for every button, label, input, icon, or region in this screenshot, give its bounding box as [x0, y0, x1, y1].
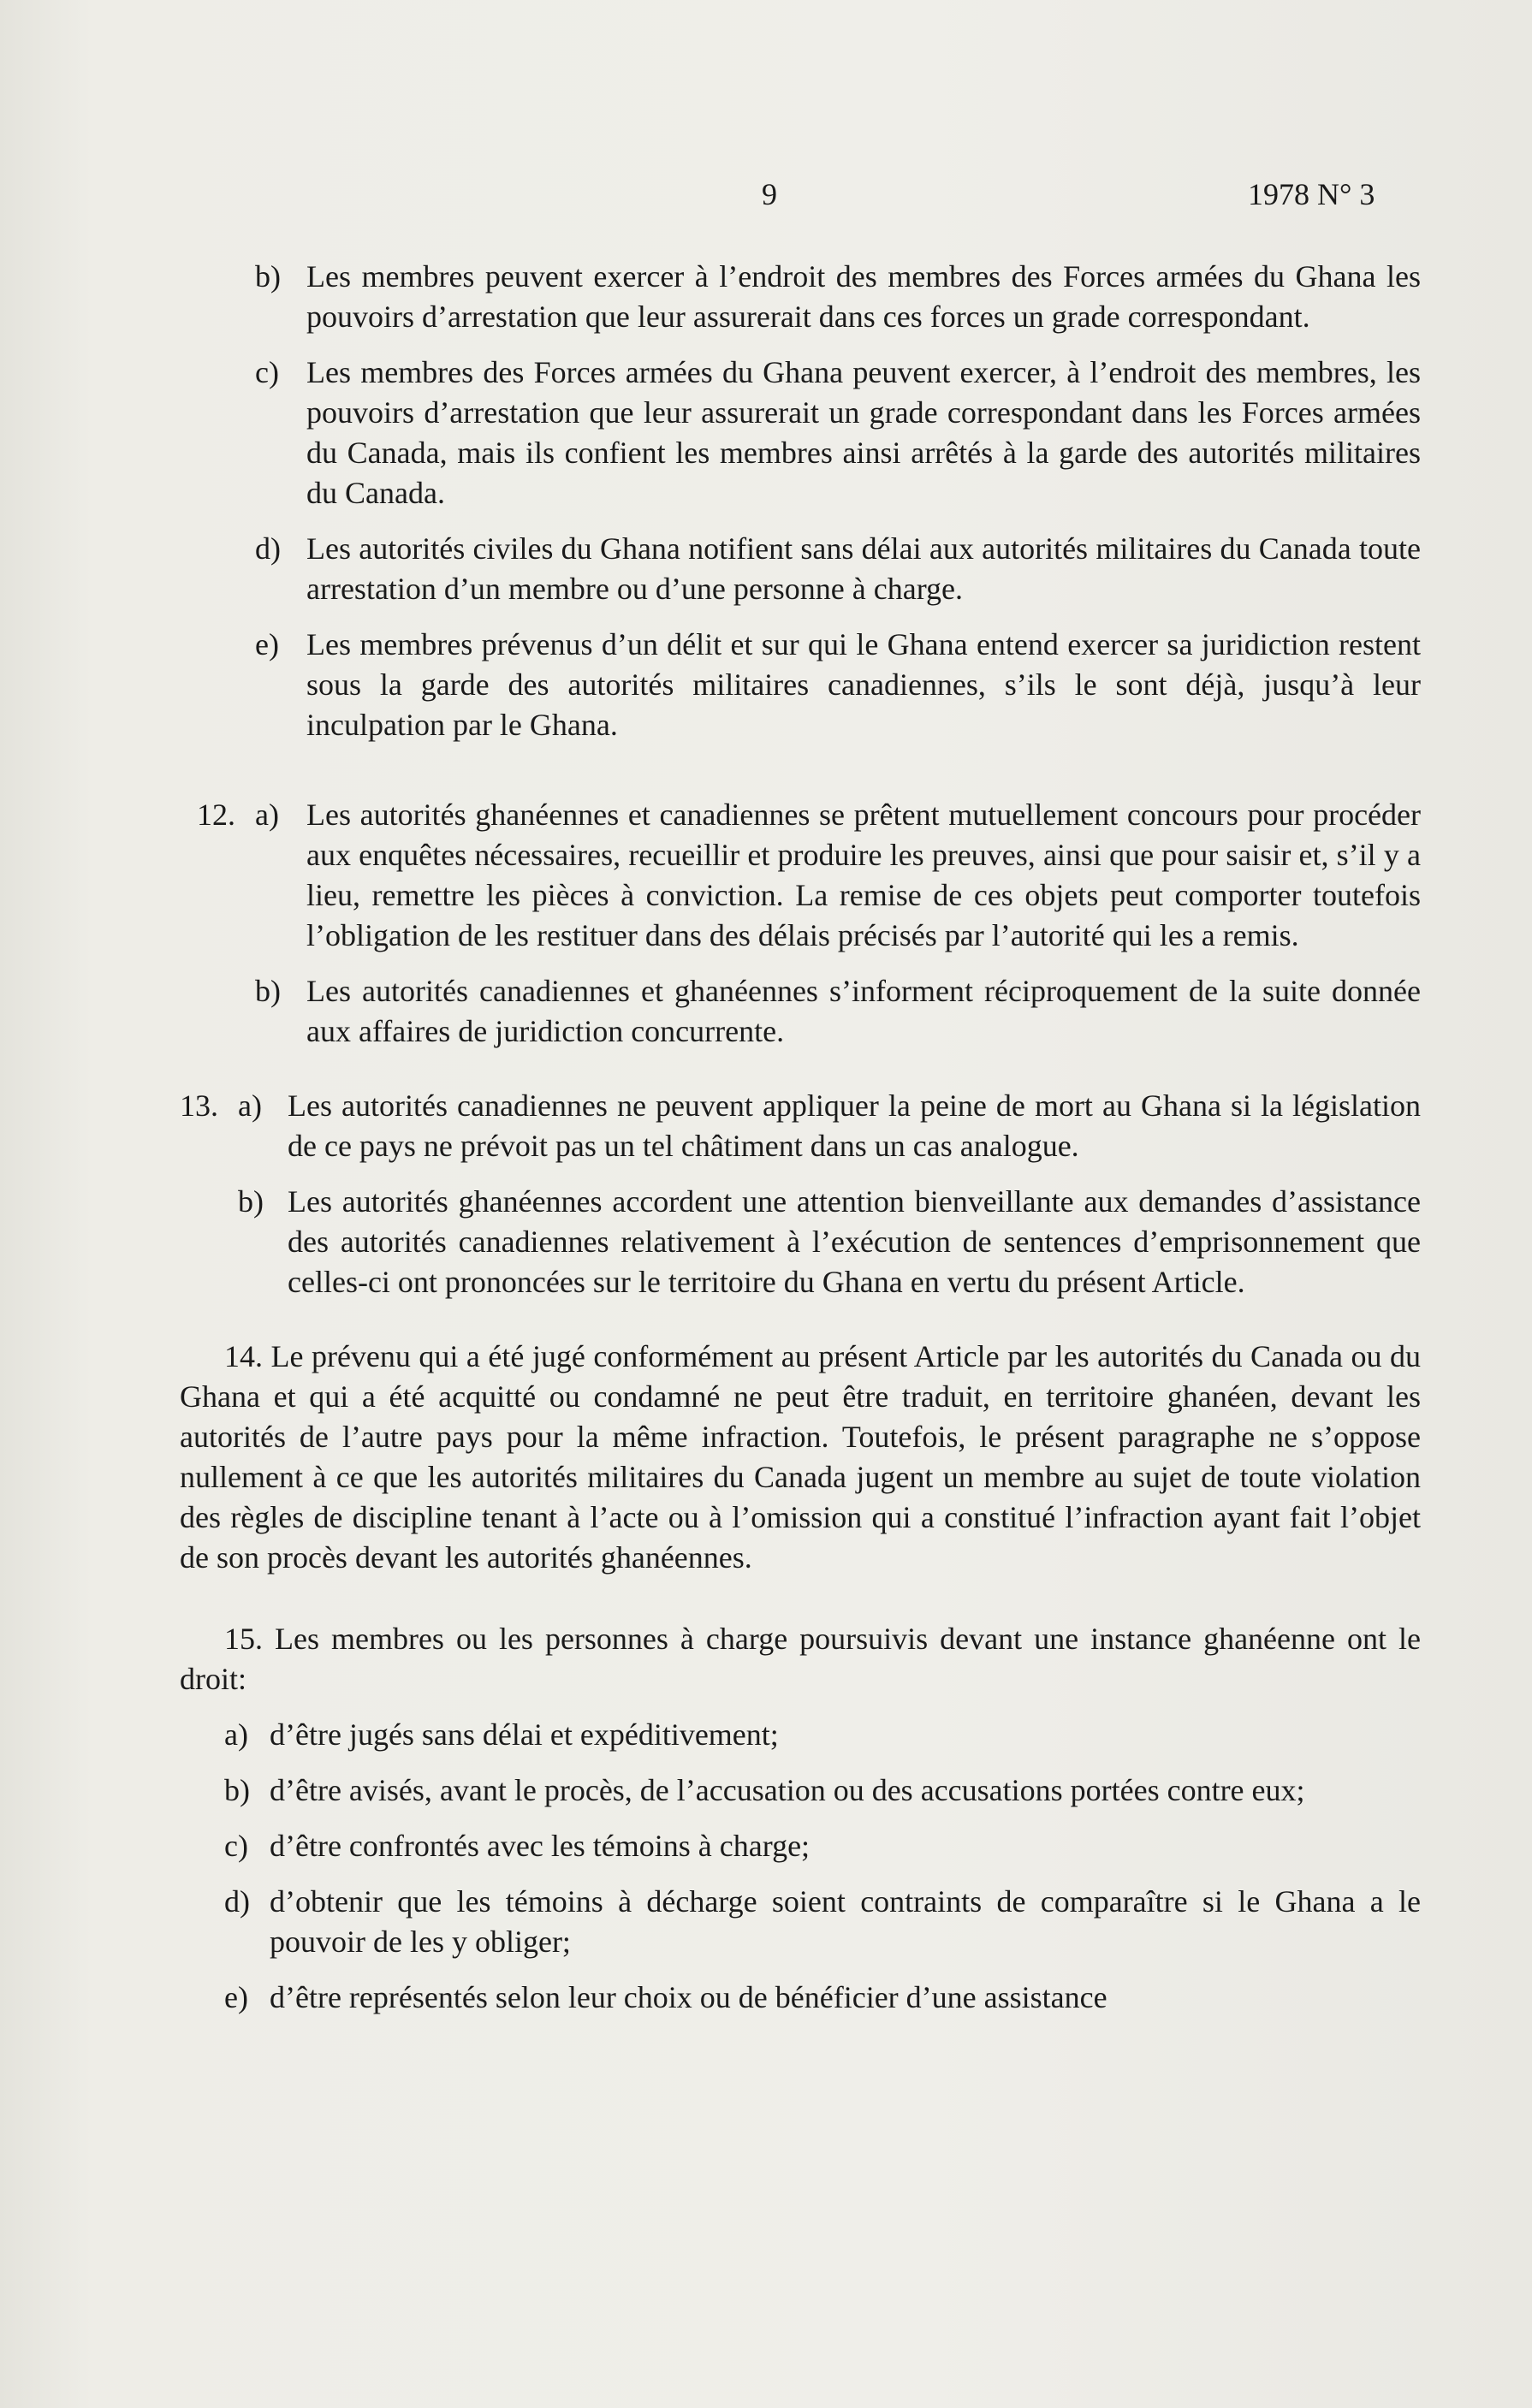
art11-item-e	[180, 625, 1421, 745]
item-text: d’être jugés sans délai et expéditivement;	[270, 1717, 779, 1752]
art15-item-c	[180, 1826, 1421, 1866]
year-issue: 1978 N° 3	[1248, 177, 1375, 211]
item-label: e)	[224, 1980, 248, 2014]
article-number: 12.	[197, 798, 235, 832]
item-label: a)	[238, 1088, 262, 1123]
art12-item-b	[180, 971, 1421, 1052]
article-14: 14. Le prévenu qui a été jugé conformément au présent Article par les autorités du Canada ou du Ghana et qui a été acquitté ou condamné ne peut être traduit, en territoire ghanéen, devant les autorités de l’autre pays pour la même infraction. Toutefois, le présent paragraphe ne s’oppose nullement à ce que les autorités militaires du Canada jugent un membre au sujet de toute violation des règles de discipline tenant à l’acte ou à l’omission qui a constitué l’infraction ayant fait l’objet de son procès devant les autorités ghanéennes.	[180, 1339, 1421, 1575]
item-text: d’être confrontés avec les témoins à charge;	[270, 1829, 811, 1863]
item-text: d’être avisés, avant le procès, de l’accusation ou des accusations portées contre eux;	[270, 1773, 1305, 1807]
item-text: Les membres peuvent exercer à l’endroit des membres des Forces armées du Ghana les pouvoirs d’arrestation que leur assurerait dans ces forces un grade correspondant.	[306, 259, 1421, 334]
art13-item-b	[180, 1182, 1421, 1302]
art15-item-a	[180, 1715, 1421, 1755]
art15-item-d	[180, 1882, 1421, 1962]
item-text: Les autorités civiles du Ghana notifient sans délai aux autorités militaires du Canada toute arrestation d’un membre ou d’une personne à charge.	[306, 531, 1421, 606]
article-15-list	[180, 1715, 1421, 2018]
art15-item-b	[180, 1770, 1421, 1811]
art11-item-b	[180, 257, 1421, 337]
art11-item-c	[180, 353, 1421, 513]
item-text: Les membres des Forces armées du Ghana peuvent exercer, à l’endroit des membres, les pouvoirs d’arrestation que leur assurerait un grade correspondant dans les Forces armées du Canada, mais ils confient les membres ainsi arrêtés à la garde des autorités militaires du Canada.	[306, 355, 1421, 510]
body-text	[180, 257, 1421, 2018]
item-text: Les autorités ghanéennes et canadiennes se prêtent mutuellement concours pour procéder aux enquêtes nécessaires, recueillir et produire les preuves, ainsi que pour saisir et, s’il y a lieu, remettre les pièces à conviction. La remise de ces objets peut comporter toutefois l’obligation de les restituer dans des délais précisés par l’autorité qui les a remis.	[306, 798, 1421, 952]
article-15-intro: 15. Les membres ou les personnes à charge poursuivis devant une instance ghanéenne ont le droit:	[180, 1622, 1421, 1696]
item-label: c)	[255, 355, 279, 389]
item-label: b)	[238, 1184, 264, 1219]
item-text: d’être représentés selon leur choix ou de bénéficier d’une assistance	[270, 1980, 1107, 2014]
item-label: d)	[224, 1884, 250, 1919]
art11-item-d	[180, 529, 1421, 609]
item-text: Les autorités canadiennes et ghanéennes s’informent réciproquement de la suite donnée aux affaires de juridiction concurrente.	[306, 974, 1421, 1048]
article-number: 13.	[180, 1088, 218, 1123]
item-label: b)	[255, 974, 281, 1008]
art12-item-a	[180, 795, 1421, 956]
art15-item-e	[180, 1978, 1421, 2018]
item-label: b)	[224, 1773, 250, 1807]
item-label: b)	[255, 259, 281, 294]
item-label: d)	[255, 531, 281, 566]
item-text: Les autorités canadiennes ne peuvent appliquer la peine de mort au Ghana si la législation de ce pays ne prévoit pas un tel châtiment dans un cas analogue.	[288, 1088, 1421, 1163]
article-11-continuation	[180, 257, 1421, 745]
item-text: Les autorités ghanéennes accordent une attention bienveillante aux demandes d’assistance des autorités canadiennes relativement à l’exécution de sentences d’emprisonnement que celles-ci ont prononcées sur le territoire du Ghana en vertu du présent Article.	[288, 1184, 1421, 1299]
item-text: Les membres prévenus d’un délit et sur qui le Ghana entend exercer sa juridiction restent sous la garde des autorités militaires canadiennes, s’ils le sont déjà, jusqu’à leur inculpation par le Ghana.	[306, 627, 1421, 742]
article-13	[180, 1086, 1421, 1302]
art13-item-a	[180, 1086, 1421, 1166]
item-label: e)	[255, 627, 279, 661]
page-number: 9	[762, 177, 777, 211]
item-text: d’obtenir que les témoins à décharge soient contraints de comparaître si le Ghana a le pouvoir de les y obliger;	[270, 1884, 1421, 1959]
item-label: a)	[224, 1717, 248, 1752]
item-label: a)	[255, 798, 279, 832]
article-12	[180, 795, 1421, 1052]
item-label: c)	[224, 1829, 248, 1863]
